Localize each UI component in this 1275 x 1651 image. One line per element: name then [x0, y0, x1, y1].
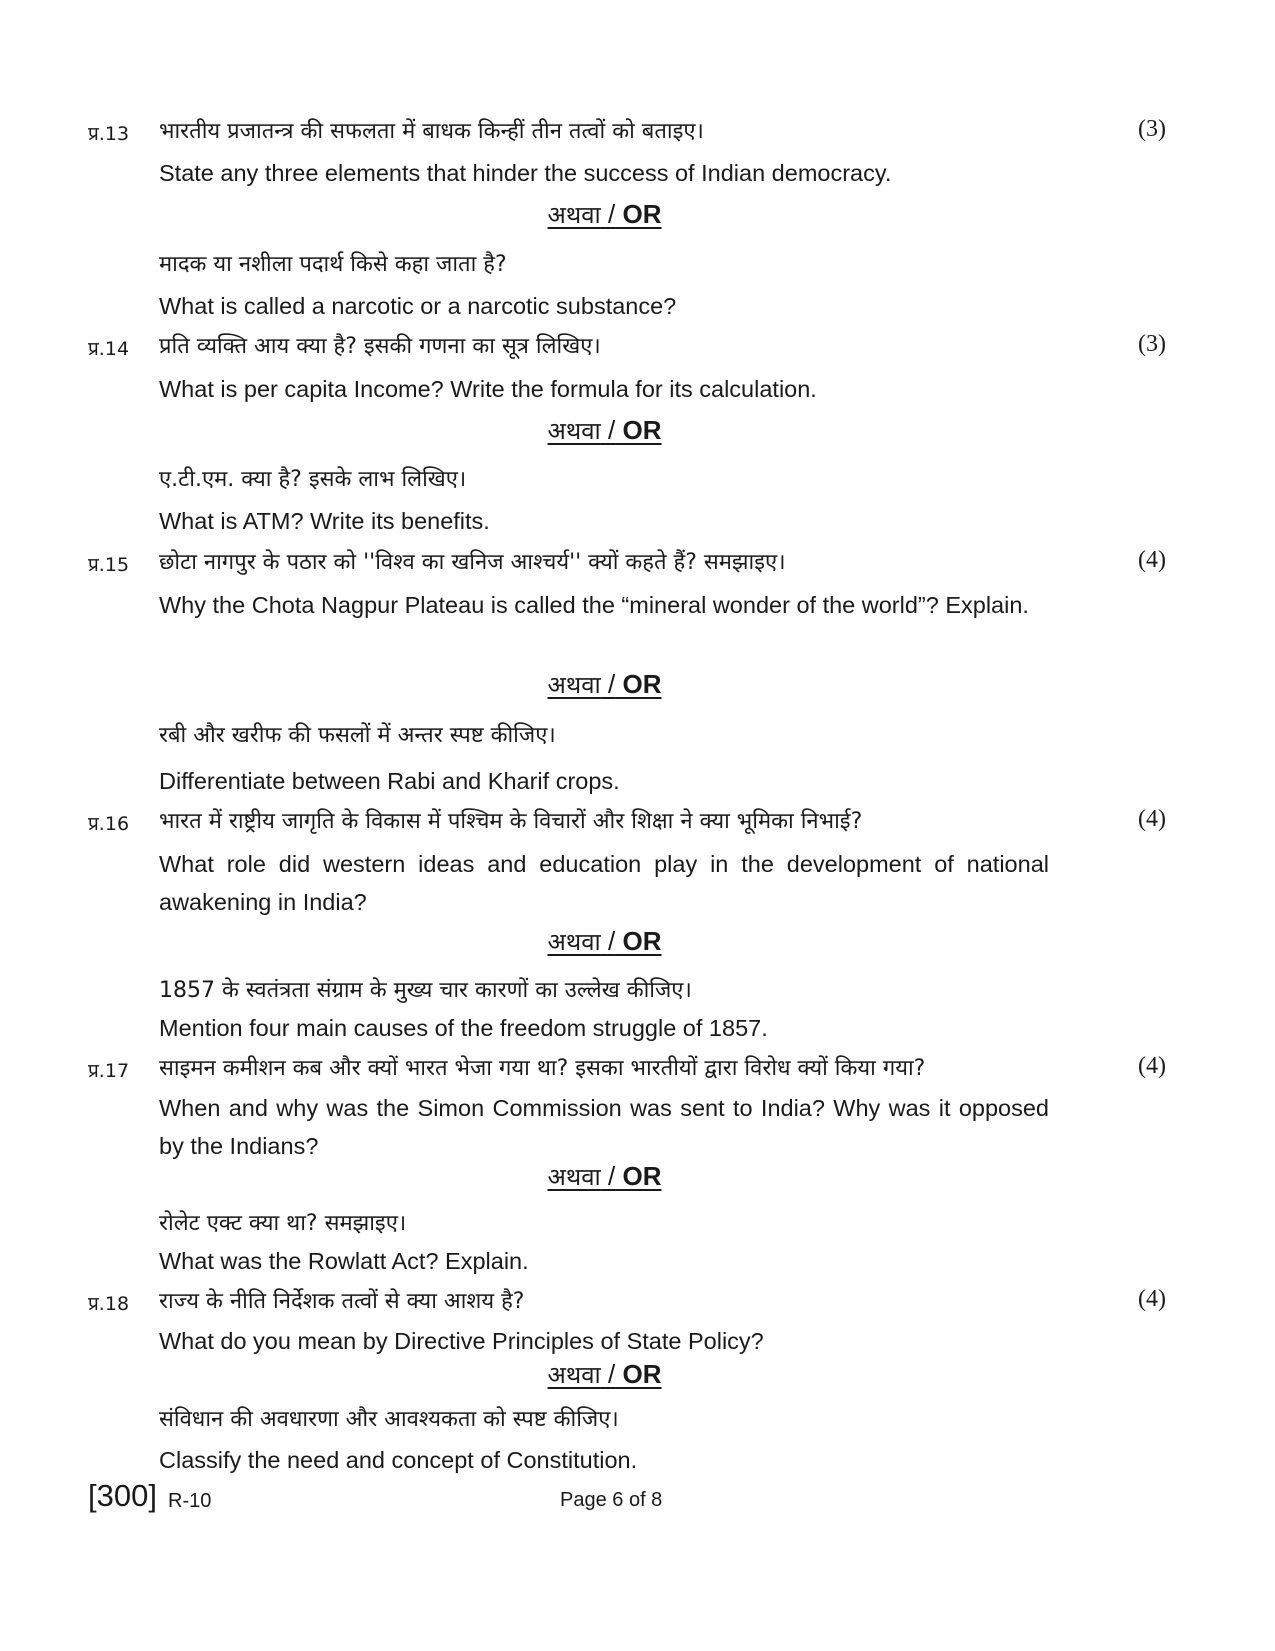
question-17-alt-english: What was the Rowlatt Act? Explain. [159, 1248, 529, 1274]
question-14-english: What is per capita Income? Write the formula for its calculation. [159, 376, 817, 402]
question-14-alt-english: What is ATM? Write its benefits. [159, 508, 490, 534]
question-16-alt-hindi: 1857 के स्वतंत्रता संग्राम के मुख्य चार कारणों का उल्लेख कीजिए। [159, 978, 692, 1003]
question-number-15: प्र.15 [88, 554, 130, 576]
question-16-alt-english: Mention four main causes of the freedom struggle of 1857. [159, 1015, 768, 1041]
or-separator: अथवा / OR [547, 926, 662, 956]
question-15-alt-english: Differentiate between Rabi and Kharif crops. [159, 768, 620, 794]
question-15-alt-hindi: रबी और खरीफ की फसलों में अन्तर स्पष्ट कीजिए। [159, 723, 556, 748]
question-17-english: When and why was the Simon Commission was sent to India? Why was it opposed by the Indians? [159, 1095, 1049, 1159]
question-18-alt-hindi: संविधान की अवधारणा और आवश्यकता को स्पष्ट कीजिए। [159, 1407, 619, 1432]
question-14-hindi: प्रति व्यक्ति आय क्या है? इसकी गणना का सूत्र लिखिए। [159, 334, 601, 359]
question-number-13: प्र.13 [88, 123, 130, 145]
question-16-marks: (4) [1138, 806, 1166, 832]
question-14-marks: (3) [1138, 331, 1166, 357]
or-separator: अथवा / OR [547, 669, 662, 699]
question-18-marks: (4) [1138, 1286, 1166, 1312]
question-15-marks: (4) [1138, 547, 1166, 573]
footer-page-number: Page 6 of 8 [560, 1489, 663, 1511]
question-13-alt-english: What is called a narcotic or a narcotic substance? [159, 293, 677, 319]
or-separator: अथवा / OR [547, 415, 662, 445]
question-16-english: What role did western ideas and education play in the development of national awakening in India? [159, 851, 1049, 915]
footer-series-code: R-10 [168, 1490, 212, 1512]
question-13-marks: (3) [1138, 116, 1166, 142]
question-18-alt-english: Classify the need and concept of Constitution. [159, 1447, 638, 1473]
question-13-hindi: भारतीय प्रजातन्त्र की सफलता में बाधक किन्हीं तीन तत्वों को बताइए। [159, 119, 704, 144]
question-17-hindi: साइमन कमीशन कब और क्यों भारत भेजा गया था? इसका भारतीयों द्वारा विरोध क्यों किया गया? [159, 1056, 926, 1081]
question-17-marks: (4) [1138, 1053, 1166, 1079]
question-18-hindi: राज्य के नीति निर्देशक तत्वों से क्या आशय है? [159, 1289, 525, 1314]
question-16-hindi: भारत में राष्ट्रीय जागृति के विकास में पश्चिम के विचारों और शिक्षा ने क्या भूमिका निभाई? [159, 809, 863, 834]
question-15-hindi: छोटा नागपुर के पठार को ''विश्व का खनिज आश्चर्य'' क्यों कहते हैं? समझाइए। [159, 550, 786, 575]
or-separator: अथवा / OR [547, 1161, 662, 1191]
or-separator: अथवा / OR [547, 1359, 662, 1389]
question-14-alt-hindi: ए.टी.एम. क्या है? इसके लाभ लिखिए। [159, 467, 467, 492]
question-13-english: State any three elements that hinder the success of Indian democracy. [159, 160, 892, 186]
question-18-english: What do you mean by Directive Principles of State Policy? [159, 1328, 764, 1354]
or-separator: अथवा / OR [547, 199, 662, 229]
footer-paper-code: [300] [88, 1478, 157, 1513]
question-number-16: प्र.16 [88, 813, 130, 835]
question-number-14: प्र.14 [88, 338, 130, 360]
question-15-english: Why the Chota Nagpur Plateau is called the “mineral wonder of the world”? Explain. [159, 592, 1029, 618]
question-number-17: प्र.17 [88, 1060, 130, 1082]
question-13-alt-hindi: मादक या नशीला पदार्थ किसे कहा जाता है? [159, 252, 507, 277]
question-number-18: प्र.18 [88, 1293, 130, 1315]
question-17-alt-hindi: रोलेट एक्ट क्या था? समझाइए। [159, 1211, 407, 1236]
